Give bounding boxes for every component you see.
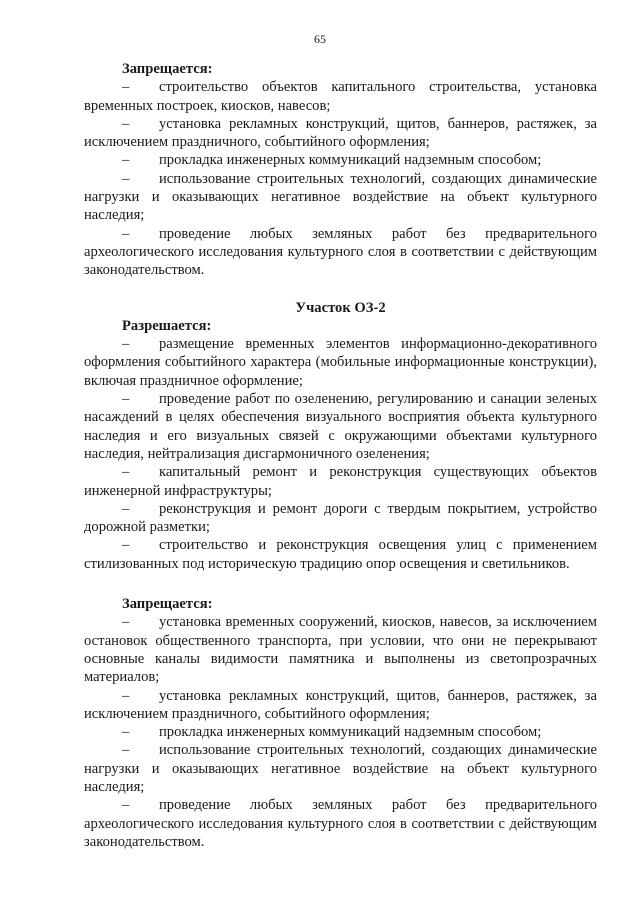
dash-marker: –	[122, 391, 130, 408]
page-number: 65	[314, 32, 326, 46]
list-item: – использование строительных технологий, создающих динамические нагрузки и оказывающих негативное воздействие на объект культурного наследия;	[84, 742, 597, 795]
section-title: Участок ОЗ-2	[295, 299, 386, 316]
dash-marker: –	[122, 537, 130, 554]
dash-marker: –	[122, 742, 130, 759]
dash-marker: –	[122, 170, 130, 187]
prohibited-heading: Запрещается:	[122, 61, 213, 77]
dash-marker: –	[122, 336, 130, 353]
list-item: – строительство и реконструкция освещения улиц с применением стилизованных под историческую традицию опор освещения и светильников.	[84, 537, 597, 572]
dash-marker: –	[122, 614, 130, 631]
dash-marker: –	[122, 687, 130, 704]
prohibited-heading: Запрещается:	[122, 596, 213, 613]
permitted-heading: Разрешается:	[122, 317, 212, 334]
spacer	[84, 280, 597, 299]
list-item: – установка рекламных конструкций, щитов, баннеров, растяжек, за исключением праздничного, событийного оформления;	[84, 115, 597, 151]
list-item: – установка рекламных конструкций, щитов, баннеров, растяжек, за исключением праздничного, событийного оформления;	[84, 687, 597, 722]
document-body	[84, 60, 597, 851]
dash-marker: –	[122, 79, 130, 96]
list-item: – использование строительных технологий, создающих динамические нагрузки и оказывающих негативное воздействие на объект культурного наследия;	[84, 170, 597, 224]
list-item: – прокладка инженерных коммуникаций надземным способом;	[122, 724, 542, 741]
list-item: – установка временных сооружений, киосков, навесов, за исключением остановок общественного транспорта, при условии, что они не перекрывают основные каналы видимости памятника и выполнены из светопрозрачных материалов;	[84, 614, 597, 686]
list-item: – размещение временных элементов информационно-декоративного оформления событийного характера (мобильные информационные конструкции), включая праздничное оформление;	[84, 336, 597, 389]
list-item: – капитальный ремонт и реконструкция существующих объектов инженерной инфраструктуры;	[84, 464, 597, 499]
list-item: – проведение любых земляных работ без предварительного археологического исследования культурного слоя в соответствии с действующим законодательством.	[84, 797, 597, 850]
dash-marker: –	[122, 464, 130, 481]
dash-marker: –	[122, 152, 130, 169]
list-item: – реконструкция и ремонт дороги с твердым покрытием, устройство дорожной разметки;	[84, 500, 597, 536]
list-item: – строительство объектов капитального строительства, установка временных построек, киосков, навесов;	[84, 79, 597, 114]
dash-marker: –	[122, 115, 130, 132]
dash-marker: –	[122, 500, 130, 517]
dash-marker: –	[122, 225, 130, 242]
dash-marker: –	[122, 724, 130, 741]
list-item: – проведение работ по озеленению, регулированию и санации зеленых насаждений в целях обеспечения визуального восприятия объекта культурного наследия и его визуальных связей с окружающими объектами культурного наследия, нейтрализация дисгармоничного озеленения;	[84, 391, 597, 462]
list-item: – прокладка инженерных коммуникаций надземным способом;	[122, 152, 542, 169]
dash-marker: –	[122, 797, 130, 814]
list-item: – проведение любых земляных работ без предварительного археологического исследования культурного слоя в соответствии с действующим законодательством.	[84, 225, 597, 279]
spacer	[84, 573, 597, 595]
